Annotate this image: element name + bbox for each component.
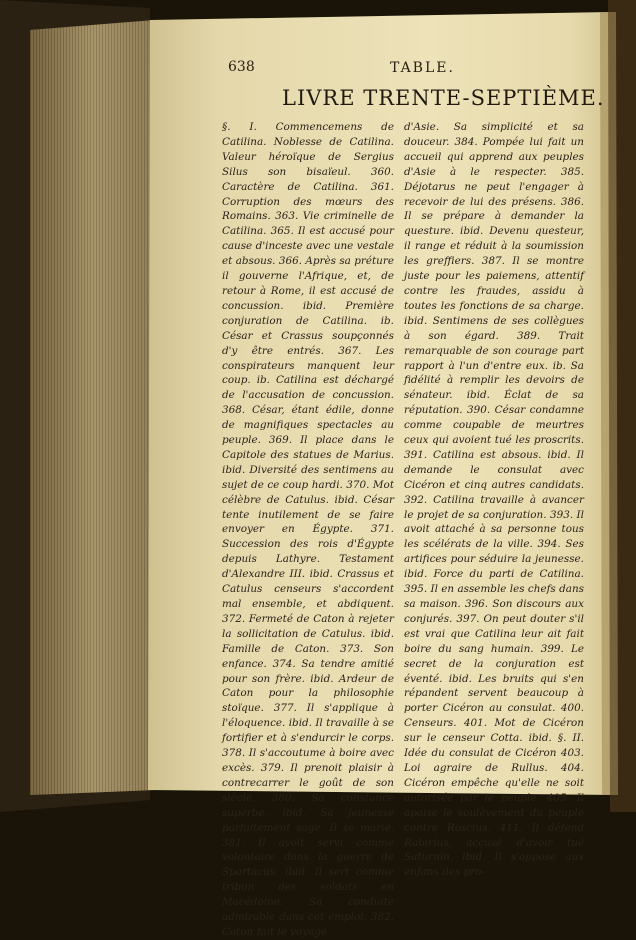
running-head: TABLE. [390,60,455,76]
book-title: LIVRE TRENTE-SEPTIÈME. [282,86,605,110]
right-column-text: d'Asie. Sa simplicité et sa douceur. 384. Pompée lui fait un accueil qui apprend aux peuples d'Asie à le respecter. 385. Déjotarus ne peut l'engager à recevoir de lui des présens. 386. Il se prépare à demander la questure. ibid. Devenu questeur, il range et réduit à la soumission les greffiers. 387. Il se montre juste pour les paiemens, attentif contre les fraudes, assidu à toutes les fonctions de sa charge. ibid. Sentimens de ses collègues à son égard. 389. Trait remarquable de son courage part rapport à l'un d'entre eux. ib. Sa fidélité à remplir les devoirs de sénateur. ibid. Éclat de sa réputation. 390. César condamne comme coupable de meurtres ceux qui avoient tué les proscrits. 391. Catilina est absous. ibid. Il demande le consulat avec Cicéron et cinq autres candidats. 392. Catilina travaille à avancer le projet de sa conjuration. 393. Il avoit attaché à sa personne tous les scélérats de la ville. 394. Ses artifices pour séduire la jeunesse. ibid. Force du parti de Catilina. 395. Il en assemble les chefs dans sa maison. 396. Son discours aux conjurés. 397. On peut douter s'il est vrai que Catilina leur ait fait boire du sang humain. 399. Le secret de la conjuration est éventé. ibid. Les bruits qui s'en répandent servent beaucoup à porter Cicéron au consulat. 400. Censeurs. 401. Mot de Cicéron sur le censeur Cotta. ibid. §. II. Idée du consulat de Cicéron 403. Loi agraire de Rullus. 404. Cicéron empêche qu'elle ne soit autorisée par le peuple. 405. Il apaise le soulèvement du peuple contre Roscius. 411. Il défend Rabirius, accusé d'avoir tué Saturnin. ibid. Il s'oppose aux enfans des pro- [404,121,584,879]
page-number: 638 [228,59,255,75]
left-column-text: §. I. Commencemens de Catilina. Noblesse de Catilina. Valeur héroïque de Sergius Silus son bisaïeul. 360. Caractère de Catilina. 361. Corruption des mœurs des Romains. 363. Vie criminelle de Catilina. 365. Il est accusé pour cause d'inceste avec une vestale et absous. 366. Après sa préture il gouverne l'Afrique, et, de retour à Rome, il est accusé de concussion. ibid. Première conjuration de Catilina. ib. César et Crassus soupçonnés d'y être entrés. 367. Les conspirateurs manquent leur coup. ib. Catilina est déchargé de l'accusation de concussion. 368. César, étant édile, donne de magnifiques spectacles au peuple. 369. Il place dans le Capitole des statues de Marius. ibid. Diversité des sentimens au sujet de ce coup hardi. 370. Mot célèbre de Catulus. ibid. César tente inutilement de se faire envoyer en Égypte. 371. Succession des rois d'Égypte depuis Lathyre. Testament d'Alexandre III. ibid. Crassus et Catulus censeurs s'accordent mal ensemble, et abdiquent. 372. Fermeté de Caton à rejeter la sollicitation de Catulus. ibid. Famille de Caton. 373. Son enfance. 374. Sa tendre amitié pour son frère. ibid. Ardeur de Caton pour la philosophie stoïque. 377. Il s'applique à l'éloquence. ibid. Il travaille à se fortifier et à s'endurcir le corps. 378. Il s'accoutume à boire avec excès. 379. Il prenoit plaisir à contrecarrer le goût de son siècle. 380. Sa constance superbe. ibid. Sa jeunesse parfaitement sage. Il se marie. 381. Il avoit servi comme volontaire dans la guerre de Spartacus. ibid. Il sert comme tribun des soldats en Macédoine. Sa conduite admirable dans cet emploi. 382. Caton fait le voyage [222,121,394,938]
